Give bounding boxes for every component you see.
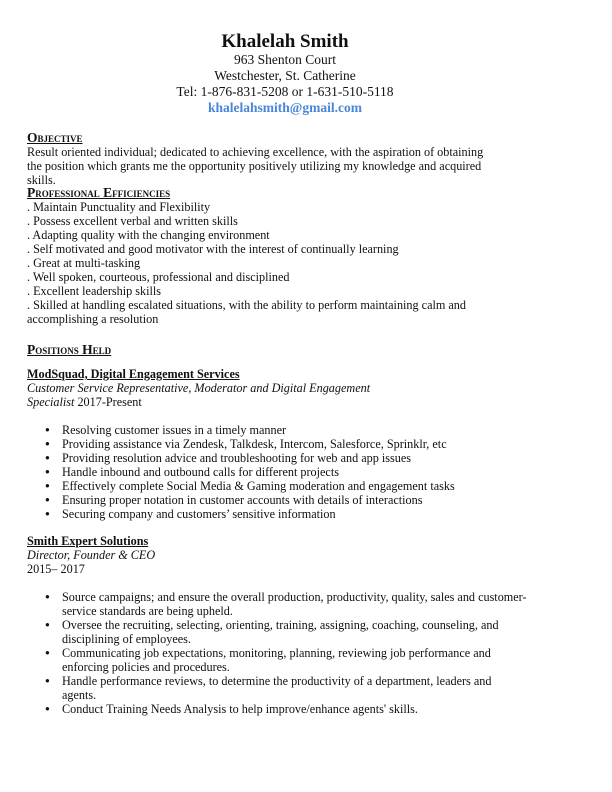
company-name: ModSquad, Digital Engagement Services bbox=[27, 367, 240, 381]
objective-text: Result oriented individual; dedicated to achieving excellence, with the aspiration of obtaining the position which grants me the opportunity positively utilizing my knowledge and acquired skills. bbox=[27, 145, 484, 187]
address-line-1: 963 Shenton Court bbox=[233, 52, 336, 67]
job-dates: 2015– 2017 bbox=[27, 562, 85, 576]
efficiency-item: . Skilled at handling escalated situations, with the ability to perform maintaining calm and accomplishing a resolution bbox=[27, 298, 466, 326]
address-line-2: Westchester, St. Catherine bbox=[214, 68, 356, 83]
efficiency-item: . Adapting quality with the changing environment bbox=[27, 228, 270, 242]
job-modsquad bbox=[27, 367, 387, 409]
duty-item: ● Resolving customer issues in a timely manner bbox=[27, 423, 507, 437]
duty-item: ● Source campaigns; and ensure the overall production, productivity, quality, sales and customer-service standards are being upheld. bbox=[27, 590, 527, 618]
job-title: Customer Service Representative, Moderator and Digital Engagement Specialist bbox=[27, 381, 371, 409]
objective-heading: Objective bbox=[27, 130, 83, 145]
duty-item: ● Providing assistance via Zendesk, Talkdesk, Intercom, Salesforce, Sprinklr, etc bbox=[27, 437, 507, 451]
duty-item: ● Handle inbound and outbound calls for different projects bbox=[27, 465, 507, 479]
job-dates: 2017-Present bbox=[77, 395, 142, 409]
efficiency-item: . Self motivated and good motivator with the interest of continually learning bbox=[27, 242, 399, 256]
candidate-name: Khalelah Smith bbox=[221, 31, 349, 52]
duty-item: ● Conduct Training Needs Analysis to help improve/enhance agents' skills. bbox=[27, 702, 527, 716]
duty-item: ● Handle performance reviews, to determine the productivity of a department, leaders and agents. bbox=[27, 674, 527, 702]
efficiency-item: . Well spoken, courteous, professional and disciplined bbox=[27, 270, 290, 284]
efficiencies-section bbox=[27, 185, 507, 326]
phone: Tel: 1-876-831-5208 or 1-631-510-5118 bbox=[176, 84, 394, 99]
efficiency-item: . Possess excellent verbal and written skills bbox=[27, 214, 238, 228]
email-link[interactable]: khalelahsmith@gmail.com bbox=[208, 100, 362, 115]
duty-item: ● Providing resolution advice and troubleshooting for web and app issues bbox=[27, 451, 507, 465]
duty-item: ● Securing company and customers’ sensitive information bbox=[27, 507, 507, 521]
efficiencies-heading: Professional Efficiencies bbox=[27, 185, 171, 200]
company-name: Smith Expert Solutions bbox=[27, 534, 149, 548]
efficiency-item: . Great at multi-tasking bbox=[27, 256, 141, 270]
job-duties-list bbox=[27, 423, 507, 521]
duty-item: ● Effectively complete Social Media & Gaming moderation and engagement tasks bbox=[27, 479, 507, 493]
duty-item: ● Oversee the recruiting, selecting, orienting, training, assigning, coaching, counseling, and disciplining of employees. bbox=[27, 618, 527, 646]
efficiency-item: . Excellent leadership skills bbox=[27, 284, 162, 298]
duty-item: ● Ensuring proper notation in customer accounts with details of interactions bbox=[27, 493, 507, 507]
job-title: Director, Founder & CEO bbox=[27, 548, 156, 562]
job-smith-expert bbox=[27, 534, 507, 576]
duty-item: ● Communicating job expectations, monitoring, planning, reviewing job performance and enforcing policies and procedures. bbox=[27, 646, 527, 674]
efficiency-item: . Maintain Punctuality and Flexibility bbox=[27, 200, 211, 214]
positions-heading: Positions Held bbox=[27, 342, 112, 357]
positions-section bbox=[27, 342, 507, 357]
job-duties-list bbox=[27, 590, 527, 716]
objective-section bbox=[27, 130, 507, 187]
